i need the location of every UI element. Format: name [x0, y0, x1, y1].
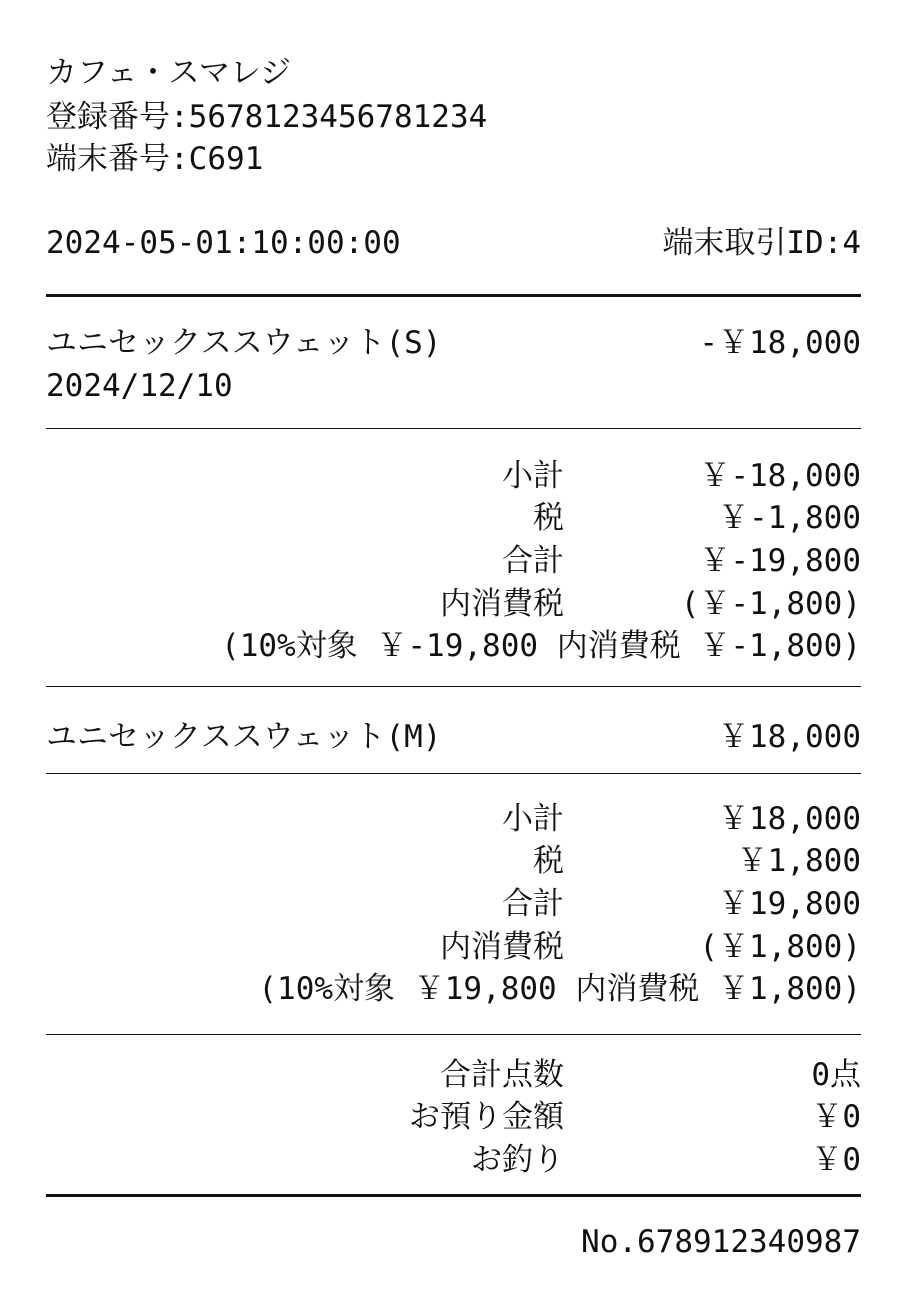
registration-number: 登録番号:5678123456781234	[46, 99, 488, 135]
receipt-number: No.678912340987	[581, 1224, 861, 1260]
included-tax-label: 内消費税	[440, 929, 564, 965]
item-count-value: 0点	[811, 1057, 861, 1093]
total-label: 合計	[502, 543, 564, 579]
divider	[46, 1034, 861, 1035]
total-value: ￥19,800	[718, 886, 861, 922]
tax-label: 税	[533, 500, 564, 536]
change-label: お釣り	[471, 1142, 564, 1178]
subtotal-label: 小計	[502, 801, 564, 837]
included-tax-value: (￥1,800)	[699, 929, 861, 965]
total-value: ￥-19,800	[699, 543, 861, 579]
item-count-label: 合計点数	[440, 1057, 564, 1093]
tax-breakdown: (10%対象 ￥-19,800 内消費税 ￥-1,800)	[221, 628, 861, 664]
item-price: -￥18,000	[699, 325, 861, 361]
tax-value: ￥1,800	[736, 843, 861, 879]
subtotal-label: 小計	[502, 458, 564, 494]
divider	[46, 1194, 861, 1197]
divider	[46, 686, 861, 687]
included-tax-label: 内消費税	[440, 586, 564, 622]
divider	[46, 428, 861, 429]
transaction-datetime: 2024-05-01:10:00:00	[46, 225, 401, 261]
amount-received-label: お預り金額	[409, 1099, 564, 1135]
change-value: ￥0	[811, 1142, 861, 1178]
total-label: 合計	[502, 886, 564, 922]
amount-received-value: ￥0	[811, 1099, 861, 1135]
store-name: カフェ・スマレジ	[46, 55, 292, 91]
tax-breakdown: (10%対象 ￥19,800 内消費税 ￥1,800)	[258, 971, 861, 1007]
divider	[46, 294, 861, 297]
included-tax-value: (￥-1,800)	[680, 586, 861, 622]
item-name: ユニセックススウェット(M)	[46, 719, 442, 755]
subtotal-value: ￥-18,000	[699, 458, 861, 494]
item-price: ￥18,000	[718, 719, 861, 755]
tax-label: 税	[533, 843, 564, 879]
transaction-id: 端末取引ID:4	[662, 225, 861, 261]
tax-value: ￥-1,800	[718, 500, 861, 536]
divider	[46, 773, 861, 774]
item-name: ユニセックススウェット(S)	[46, 325, 442, 361]
terminal-number: 端末番号:C691	[46, 141, 264, 177]
item-date: 2024/12/10	[46, 368, 233, 404]
subtotal-value: ￥18,000	[718, 801, 861, 837]
